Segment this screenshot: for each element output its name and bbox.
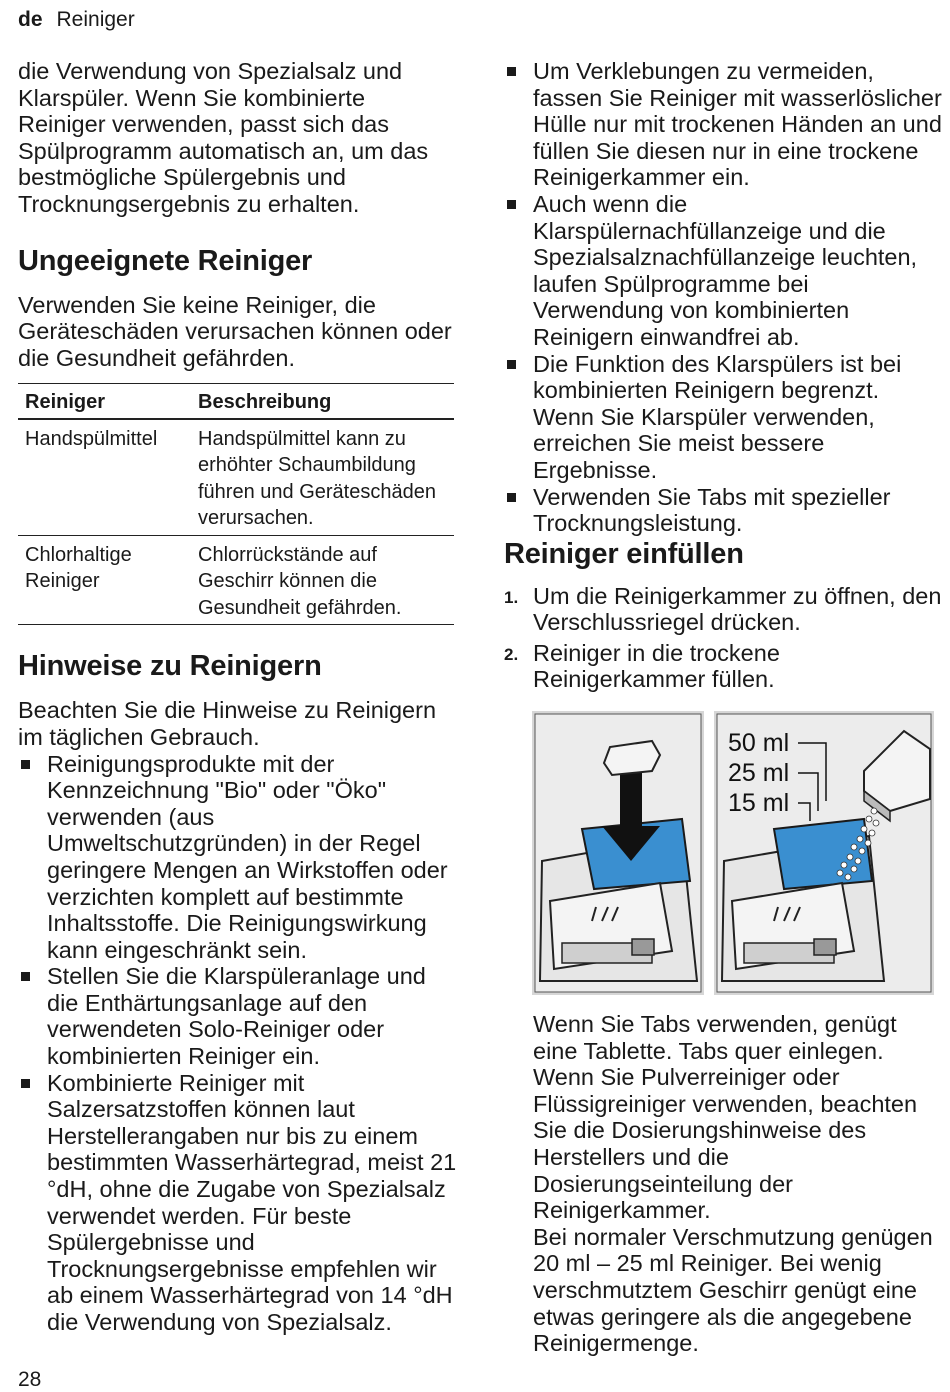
heading-ungeeignete-reiniger: Ungeeignete Reiniger (18, 244, 313, 277)
table-cell-desc: Chlorrückstände auf Geschirr können die Gesundheit gefährden. (198, 543, 402, 619)
right-column (504, 58, 944, 1357)
hinweise-list-continued (504, 58, 944, 537)
list-item: Kombinierte Reiniger mit Salzersatzstoffen können laut Herstellerangaben nur bis zu einem bestimmten Wasserhärtegrad, meist 21 °dH, ohne die Zugabe von Spezialsalz verwendet werden. Für beste Spülergebnisse und Trocknungsergebnisse empfehlen wir ab einem Wasserhärtegrad von 14 °dH die Verwendung von Spezialsalz. (18, 1070, 458, 1336)
table-row (18, 535, 454, 625)
hinweise-list (18, 751, 458, 1336)
page-number: 28 (18, 1368, 42, 1391)
illustration-row (532, 711, 944, 995)
list-item: Verwenden Sie Tabs mit spezieller Trocknungsleistung. (504, 484, 944, 537)
tab-insertion-illustration (532, 711, 704, 995)
table-header-reiniger: Reiniger (25, 391, 106, 414)
list-item: Reinigungsprodukte mit der Kennzeichnung "Bio" oder "Öko" verwenden (aus Umweltschutzgründen) in der Regel geringere Mengen an Wirkstoffen oder verzichten komplett auf bestimmte Inhaltsstoffe. Die Reinigungswirkung kann eingeschränkt sein. (18, 751, 458, 964)
step-text: Reiniger in die trockene Reinigerkammer füllen. (533, 639, 780, 693)
step-item (504, 640, 944, 693)
table-cell-name: Handspülmittel (25, 427, 158, 450)
dose-label-50: 50 ml (728, 729, 790, 758)
cleaner-table (18, 383, 454, 625)
heading-reiniger-einfuellen: Reiniger einfüllen (504, 537, 744, 570)
table-cell-desc: Handspülmittel kann zu erhöhter Schaumbildung führen und Geräteschäden verursachen. (198, 427, 436, 530)
section-label: Reiniger (56, 8, 135, 31)
table-header-beschreibung: Beschreibung (198, 391, 332, 414)
list-item: Auch wenn die Klarspülernachfüllanzeige und die Spezialsalznachfüllanzeige leuchten, laufen Spülprogramme bei Verwendung von kombinierten Reinigern einwandfrei ab. (504, 191, 944, 351)
step-item (504, 583, 944, 636)
heading-hinweise-zu-reinigern: Hinweise zu Reinigern (18, 650, 322, 683)
step-number: 1. (504, 587, 519, 607)
dosing-paragraph-1: Wenn Sie Tabs verwenden, genügt eine Tablette. Tabs quer einlegen. Wenn Sie Pulverreiniger oder Flüssigreiniger verwenden, beachten Sie die Dosierungshinweise des Herstellers und die Dosierungseinteilung der Reinigerkammer. (533, 1011, 918, 1224)
fill-steps-list (504, 583, 944, 693)
language-label: de (18, 8, 43, 31)
powder-dosing-illustration (714, 711, 934, 995)
table-header-row (18, 384, 454, 419)
ungeeignet-paragraph: Verwenden Sie keine Reiniger, die Geräteschäden verursachen können oder die Gesundheit gefährden. (18, 291, 452, 371)
intro-paragraph: die Verwendung von Spezialsalz und Klarspüler. Wenn Sie kombinierte Reiniger verwenden, passt sich das Spülprogramm automatisch an, um das bestmögliche Spülergebnis und Trocknungsergebnis zu erhalten. (18, 58, 429, 217)
list-item: Die Funktion des Klarspülers ist bei kombinierten Reinigern begrenzt. Wenn Sie Klarspüler verwenden, erreichen Sie meist bessere Ergebnisse. (504, 351, 944, 484)
left-column (18, 58, 458, 1336)
dose-label-25: 25 ml (728, 759, 790, 788)
dose-label-15: 15 ml (728, 789, 790, 818)
table-row (18, 419, 454, 536)
page-header (18, 8, 135, 32)
step-text: Um die Reinigerkammer zu öffnen, den Verschlussriegel drücken. (533, 582, 942, 636)
hinweise-intro: Beachten Sie die Hinweise zu Reinigern im täglichen Gebrauch. (18, 697, 437, 750)
dosing-notes (504, 1011, 944, 1357)
step-number: 2. (504, 644, 519, 664)
dosing-paragraph-2: Bei normaler Verschmutzung genügen 20 ml – 25 ml Reiniger. Bei wenig verschmutztem Geschirr genügt eine etwas geringere als die angegebene Reinigermenge. (533, 1223, 933, 1357)
table-cell-name: Chlorhaltige Reiniger (25, 543, 132, 593)
list-item: Stellen Sie die Klarspüleranlage und die Enthärtungsanlage auf den verwendeten Solo-Reiniger oder kombinierten Reiniger ein. (18, 963, 458, 1069)
list-item: Um Verklebungen zu vermeiden, fassen Sie Reiniger mit wasserlöslicher Hülle nur mit trockenen Händen an und füllen Sie diesen nur in eine trockene Reinigerkammer ein. (504, 58, 944, 191)
